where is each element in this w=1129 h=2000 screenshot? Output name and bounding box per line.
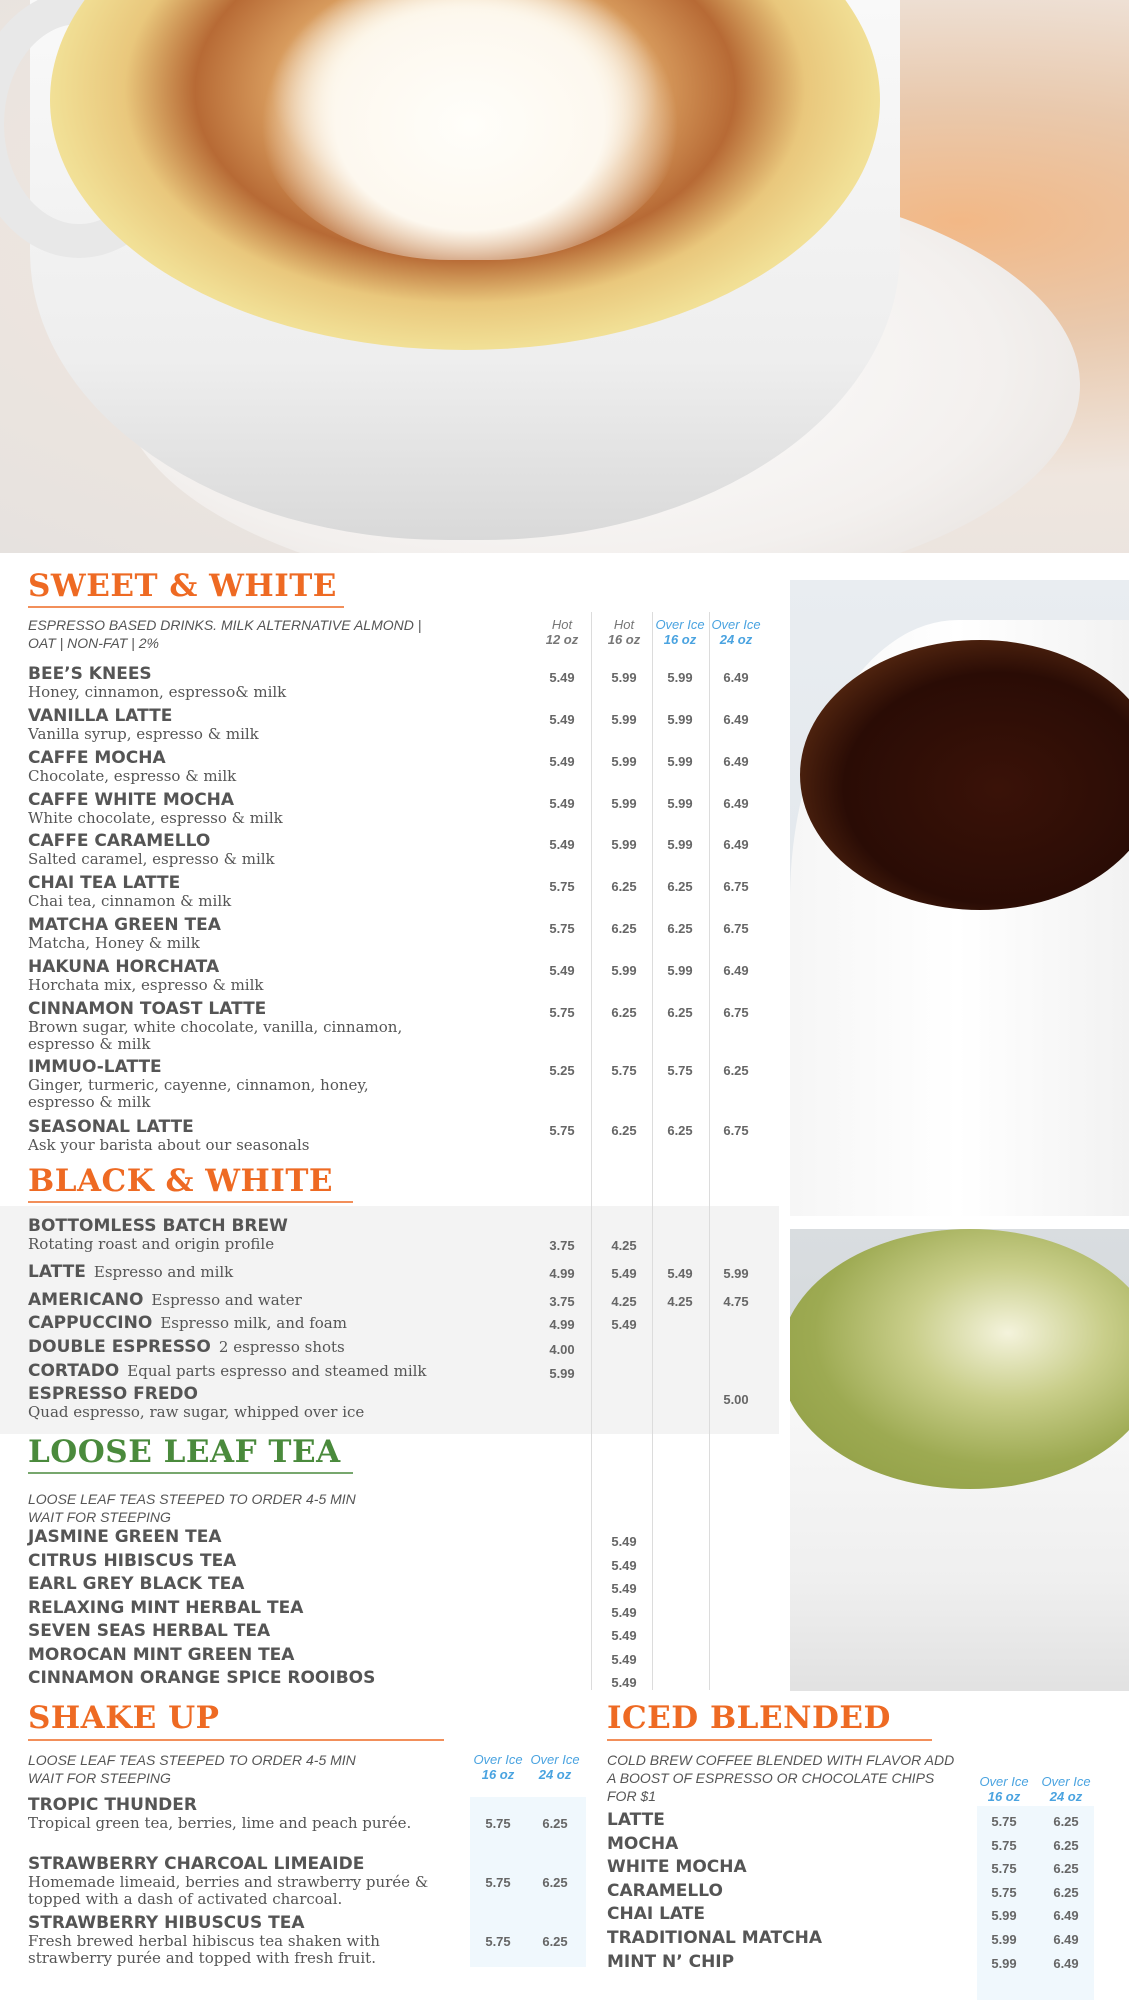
price: 5.49: [549, 796, 575, 811]
column-header: [972, 1774, 1036, 1804]
menu-item: [28, 791, 408, 827]
column-header: [648, 617, 712, 647]
price: 6.49: [1053, 1932, 1079, 1947]
price: 6.49: [1053, 1908, 1079, 1924]
price: 5.49: [549, 712, 575, 727]
price: 5.99: [667, 670, 693, 685]
price: 6.25: [1053, 1884, 1079, 1900]
item-description: Homemade limeaid, berries and strawberry purée & topped with a dash of activated charcoal.: [28, 1873, 429, 1908]
price: 6.49: [723, 837, 749, 852]
column-header: [466, 1752, 530, 1782]
price: 5.75: [611, 1063, 637, 1078]
price: 5.99: [611, 796, 637, 811]
menu-item: [28, 1000, 438, 1053]
price: 4.99: [549, 1266, 575, 1281]
price: 5.49: [549, 670, 575, 685]
price: 6.49: [723, 963, 749, 978]
price: 6.75: [723, 1123, 749, 1138]
price: 5.49: [667, 1266, 693, 1281]
price: 4.25: [611, 1238, 637, 1253]
price: 6.49: [723, 796, 749, 811]
item-name: CAPPUCCINO Espresso milk, and foam: [28, 1313, 347, 1333]
item-description: Honey, cinnamon, espresso& milk: [28, 683, 287, 701]
section-title: SHAKE UP: [28, 1700, 220, 1736]
price: 6.25: [723, 1063, 749, 1078]
item-name: TRADITIONAL MATCHA: [607, 1928, 822, 1948]
item-description: Espresso milk, and foam: [160, 1314, 347, 1332]
item-name: CAFFE WHITE MOCHA: [28, 790, 235, 810]
section-title: ICED BLENDED: [607, 1700, 891, 1736]
menu-item: [28, 749, 408, 785]
menu-item: [28, 1058, 438, 1111]
item-description: Ginger, turmeric, cayenne, cinnamon, honey, espresso & milk: [28, 1076, 369, 1111]
section-divider: [28, 1739, 444, 1741]
price: 5.75: [667, 1063, 693, 1078]
section-title: BLACK & WHITE: [28, 1163, 334, 1199]
column-header-size: 16 oz: [607, 632, 641, 647]
column-divider: [591, 612, 592, 1690]
menu-item: [28, 1314, 568, 1333]
column-header-size: 16 oz: [987, 1789, 1021, 1804]
price: 5.75: [549, 879, 575, 894]
item-name: CORTADO Equal parts espresso and steamed milk: [28, 1361, 427, 1381]
item-description: Equal parts espresso and steamed milk: [127, 1362, 427, 1380]
column-header-type: Over Ice: [530, 1752, 580, 1767]
menu-item: [28, 1291, 568, 1310]
column-header: [592, 617, 656, 647]
item-description: Rotating roast and origin profile: [28, 1235, 275, 1253]
price: 5.49: [611, 1266, 637, 1281]
price: 6.49: [723, 670, 749, 685]
iced-blended-section: [607, 1700, 957, 1805]
price: 5.99: [667, 837, 693, 852]
price: 5.99: [667, 712, 693, 727]
price: 6.25: [542, 1875, 568, 1890]
item-name: WHITE MOCHA: [607, 1857, 747, 1878]
black-coffee-photo: [790, 580, 1129, 1216]
column-header: [530, 617, 594, 647]
item-name: CITRUS HIBISCUS TEA: [28, 1550, 237, 1571]
price: 5.49: [611, 1651, 637, 1667]
column-header-size: 16 oz: [663, 632, 697, 647]
price: 6.25: [611, 1123, 637, 1138]
price: 5.99: [611, 670, 637, 685]
price: 5.99: [991, 1955, 1017, 1971]
column-header-size: 12 oz: [545, 632, 579, 647]
price: 4.25: [667, 1294, 693, 1309]
price: 5.75: [485, 1934, 511, 1949]
price: 4.75: [723, 1294, 749, 1309]
item-name: LATTE: [607, 1810, 665, 1830]
column-header-type: Over Ice: [655, 617, 705, 632]
price: 3.75: [549, 1238, 575, 1253]
price: 5.75: [991, 1814, 1017, 1829]
menu-item: [28, 1855, 438, 1908]
price: 5.49: [611, 1317, 637, 1332]
item-name: MOCHA: [607, 1833, 679, 1854]
price: 5.99: [991, 1932, 1017, 1947]
price: 6.25: [542, 1934, 568, 1949]
price: 6.75: [723, 879, 749, 894]
price: 4.25: [611, 1294, 637, 1309]
price: 5.99: [611, 963, 637, 978]
column-header-size: 24 oz: [719, 632, 753, 647]
column-header-type: Over Ice: [473, 1752, 523, 1767]
menu-item: [28, 1914, 438, 1967]
section-note: COLD BREW COFFEE BLENDED WITH FLAVOR ADD A BOOST OF ESPRESSO OR CHOCOLATE CHIPS FOR $1: [607, 1752, 955, 1804]
item-name: LATTE Espresso and milk: [28, 1262, 234, 1282]
section-divider: [607, 1739, 932, 1741]
item-name: CAFFE CARAMELLO: [28, 831, 211, 851]
item-description: Fresh brewed herbal hibiscus tea shaken with strawberry purée and topped with fresh fruit.: [28, 1932, 380, 1967]
price: 4.99: [549, 1317, 575, 1332]
price: 5.49: [549, 963, 575, 978]
price: 5.99: [549, 1366, 575, 1381]
item-name: MINT N’ CHIP: [607, 1951, 735, 1972]
price: 5.75: [485, 1875, 511, 1890]
item-name: TROPIC THUNDER: [28, 1795, 197, 1815]
menu-item: [28, 832, 408, 868]
column-divider: [709, 612, 710, 1690]
price: 5.49: [549, 754, 575, 769]
price: 6.25: [611, 879, 637, 894]
price: 5.49: [611, 1604, 637, 1620]
price: 5.99: [667, 963, 693, 978]
item-description: Tropical green tea, berries, lime and peach purée.: [28, 1814, 412, 1832]
price: 5.25: [549, 1063, 575, 1078]
price: 5.99: [611, 837, 637, 852]
column-header-type: Over Ice: [979, 1774, 1029, 1789]
item-name: CHAI TEA LATTE: [28, 873, 181, 893]
menu-item: [28, 1796, 438, 1832]
price: 5.75: [485, 1816, 511, 1831]
section-divider: [28, 606, 344, 608]
item-description: Chocolate, espresso & milk: [28, 767, 237, 785]
item-name: MOROCAN MINT GREEN TEA: [28, 1644, 295, 1665]
price: 6.25: [611, 1005, 637, 1020]
section-divider: [28, 1201, 353, 1203]
menu-item: [28, 1362, 568, 1381]
price: 5.49: [611, 1557, 637, 1573]
price: 5.49: [549, 837, 575, 852]
price: 5.75: [991, 1884, 1017, 1900]
item-description: Quad espresso, raw sugar, whipped over ice: [28, 1403, 365, 1421]
price: 5.49: [611, 1581, 637, 1596]
price: 6.25: [611, 921, 637, 936]
price: 6.25: [1053, 1814, 1079, 1829]
column-header-type: Hot: [551, 617, 573, 632]
column-divider: [652, 612, 653, 1690]
item-name: AMERICANO Espresso and water: [28, 1290, 302, 1310]
item-description: Ask your barista about our seasonals: [28, 1136, 310, 1154]
item-name: BOTTOMLESS BATCH BREW: [28, 1216, 288, 1236]
item-name: SEVEN SEAS HERBAL TEA: [28, 1621, 271, 1641]
price: 6.25: [667, 879, 693, 894]
item-name: DOUBLE ESPRESSO 2 espresso shots: [28, 1337, 345, 1357]
price: 6.25: [667, 1123, 693, 1138]
item-name: IMMUO-LATTE: [28, 1057, 162, 1077]
black-white-section: [28, 1163, 353, 1203]
price: 5.75: [991, 1837, 1017, 1853]
item-name: STRAWBERRY HIBUSCUS TEA: [28, 1913, 305, 1933]
iced-blended-price-background: [977, 1806, 1094, 2000]
menu-item: [28, 665, 408, 701]
menu-item: [28, 916, 408, 952]
price: 6.49: [723, 754, 749, 769]
price: 5.99: [611, 754, 637, 769]
price: 5.75: [991, 1861, 1017, 1877]
shake-up-section: [28, 1700, 444, 1787]
price: 6.75: [723, 1005, 749, 1020]
item-name: SEASONAL LATTE: [28, 1117, 194, 1137]
column-header-size: 24 oz: [1049, 1789, 1083, 1804]
item-name: CINNAMON TOAST LATTE: [28, 999, 267, 1019]
column-header: [1034, 1774, 1098, 1804]
menu-item: [28, 958, 408, 994]
price: 5.49: [611, 1534, 637, 1549]
item-description: White chocolate, espresso & milk: [28, 809, 283, 827]
section-divider: [28, 1472, 353, 1474]
item-description: Brown sugar, white chocolate, vanilla, cinnamon, espresso & milk: [28, 1018, 403, 1053]
price: 6.49: [1053, 1955, 1079, 1971]
item-description: Espresso and water: [151, 1291, 302, 1309]
price: 5.75: [549, 1123, 575, 1138]
item-name: CAFFE MOCHA: [28, 748, 166, 768]
menu-item: [28, 1338, 568, 1357]
item-name: STRAWBERRY CHARCOAL LIMEAIDE: [28, 1854, 365, 1874]
price: 6.25: [667, 921, 693, 936]
item-description: Salted caramel, espresso & milk: [28, 850, 275, 868]
loose-leaf-section: [28, 1434, 388, 1526]
price: 6.49: [723, 712, 749, 727]
item-description: Chai tea, cinnamon & milk: [28, 892, 232, 910]
item-name: CARAMELLO: [607, 1880, 723, 1901]
price: 5.99: [611, 712, 637, 727]
price: 6.25: [1053, 1861, 1079, 1877]
item-description: Vanilla syrup, espresso & milk: [28, 725, 259, 743]
section-note: ESPRESSO BASED DRINKS. MILK ALTERNATIVE ALMOND | OAT | NON-FAT | 2%: [28, 617, 422, 651]
menu-item: [28, 707, 408, 743]
item-name: VANILLA LATTE: [28, 706, 173, 726]
price: 6.25: [542, 1816, 568, 1831]
section-title: LOOSE LEAF TEA: [28, 1434, 341, 1470]
price: 5.99: [723, 1266, 749, 1281]
price: 5.99: [991, 1908, 1017, 1924]
price: 5.75: [549, 921, 575, 936]
item-description: Matcha, Honey & milk: [28, 934, 200, 952]
item-name: HAKUNA HORCHATA: [28, 957, 220, 977]
price: 6.25: [1053, 1837, 1079, 1853]
item-name: EARL GREY BLACK TEA: [28, 1574, 245, 1594]
item-description: 2 espresso shots: [218, 1338, 345, 1356]
column-header-type: Over Ice: [711, 617, 761, 632]
menu-item: [28, 1263, 568, 1282]
price: 5.49: [611, 1628, 637, 1643]
price: 5.99: [667, 754, 693, 769]
column-header: [523, 1752, 587, 1782]
menu-item: [28, 1385, 568, 1421]
item-name: JASMINE GREEN TEA: [28, 1527, 222, 1547]
item-name: CHAI LATE: [607, 1904, 705, 1925]
menu-item: [28, 1217, 568, 1253]
item-name: ESPRESSO FREDO: [28, 1384, 198, 1404]
column-header-size: 16 oz: [481, 1767, 515, 1782]
column-header-size: 24 oz: [538, 1767, 572, 1782]
column-header: [704, 617, 768, 647]
section-note: LOOSE LEAF TEAS STEEPED TO ORDER 4-5 MIN WAIT FOR STEEPING: [28, 1752, 356, 1786]
matcha-latte-photo: [790, 1229, 1129, 1691]
item-name: MATCHA GREEN TEA: [28, 915, 221, 935]
column-header-type: Hot: [613, 617, 635, 632]
hero-latte-art-photo: [0, 0, 1129, 553]
price: 5.99: [667, 796, 693, 811]
section-title: SWEET & WHITE: [28, 568, 337, 604]
section-note: LOOSE LEAF TEAS STEEPED TO ORDER 4-5 MIN WAIT FOR STEEPING: [28, 1491, 356, 1525]
menu-item: [28, 1118, 408, 1154]
price: 5.00: [723, 1392, 749, 1407]
column-header-type: Over Ice: [1041, 1774, 1091, 1789]
price: 3.75: [549, 1294, 575, 1309]
item-description: Espresso and milk: [93, 1263, 234, 1281]
item-description: Horchata mix, espresso & milk: [28, 976, 264, 994]
price: 4.00: [549, 1342, 575, 1357]
item-name: CINNAMON ORANGE SPICE ROOIBOS: [28, 1668, 376, 1688]
menu-item: [28, 874, 408, 910]
item-name: RELAXING MINT HERBAL TEA: [28, 1597, 304, 1618]
price: 5.49: [611, 1675, 637, 1690]
item-name: BEE’S KNEES: [28, 664, 152, 684]
price: 5.75: [549, 1005, 575, 1020]
price: 6.75: [723, 921, 749, 936]
price: 6.25: [667, 1005, 693, 1020]
